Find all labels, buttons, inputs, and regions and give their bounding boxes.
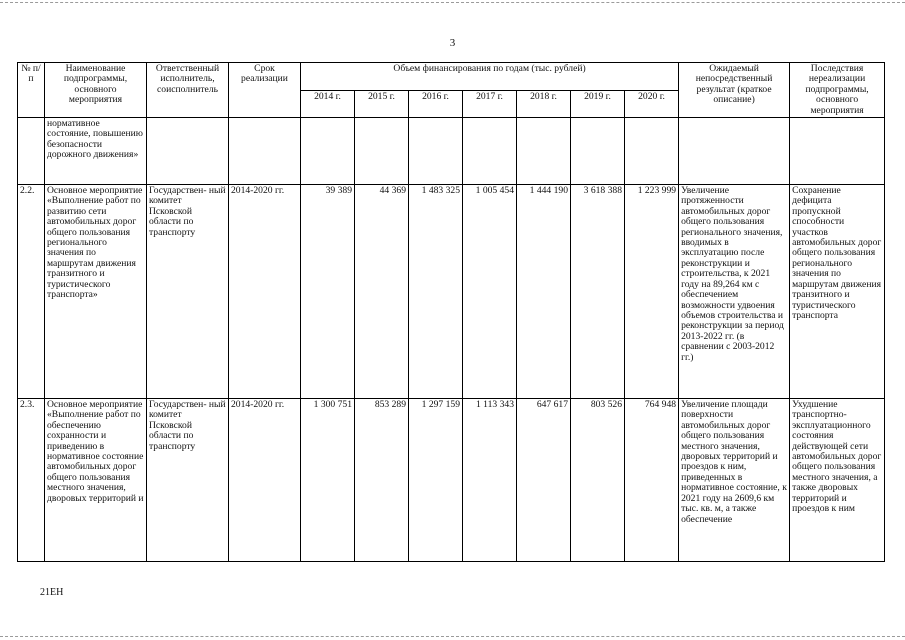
cell-executor: Государствен- ный комитет Псковской области по транспорту <box>147 399 229 562</box>
cell-value <box>409 118 463 185</box>
header-consequences: Последствия нереализации подпрограммы, основного мероприятия <box>790 63 885 118</box>
header-result: Ожидаемый непосредственный результат (краткое описание) <box>679 63 790 118</box>
header-year-2020: 2020 г. <box>625 90 679 118</box>
header-year-2016: 2016 г. <box>409 90 463 118</box>
header-num: № п/п <box>18 63 45 118</box>
cell-name: Основное мероприятие «Выполнение работ по развитию сети автомобильных дорог общего пользования регионального значения по маршрутам движения транзитного и туристического транспорта» <box>45 185 147 399</box>
header-year-2019: 2019 г. <box>571 90 625 118</box>
cell-executor <box>147 118 229 185</box>
cell-result: Увеличение площади поверхности автомобильных дорог общего пользования местного значения, дворовых территорий и проездов к ним, приведенных в нормативное состояние, к 2021 году на 2609,6 км тыс. кв. м, а также обеспечение <box>679 399 790 562</box>
cell-value-2020: 1 223 999 <box>625 185 679 399</box>
cell-term: 2014-2020 гг. <box>229 185 301 399</box>
document-code: 21EH <box>40 587 64 598</box>
cell-value-2016: 1 297 159 <box>409 399 463 562</box>
cell-value-2017: 1 113 343 <box>463 399 517 562</box>
cell-value <box>301 118 355 185</box>
header-year-2018: 2018 г. <box>517 90 571 118</box>
table-row-2-2 <box>18 185 885 399</box>
header-funding-group: Объем финансирования по годам (тыс. рублей) <box>301 63 679 91</box>
header-term: Срок реализации <box>229 63 301 118</box>
cell-value <box>517 118 571 185</box>
cell-consequences <box>790 118 885 185</box>
cell-value <box>463 118 517 185</box>
page-number: 3 <box>449 37 456 49</box>
cell-value <box>571 118 625 185</box>
cell-value-2018: 647 617 <box>517 399 571 562</box>
cell-value-2020: 764 948 <box>625 399 679 562</box>
cell-value-2015: 44 369 <box>355 185 409 399</box>
header-year-2015: 2015 г. <box>355 90 409 118</box>
cell-num: 2.3. <box>18 399 45 562</box>
cell-result: Увеличение протяженности автомобильных дорог общего пользования регионального значения, вводимых в эксплуатацию после реконструкции и строительства, к 2021 году на 89,264 км с обеспечением возможности удвоения объемов строительства и реконструкции за период 2013-2022 гг. (в сравнении с 2003-2012 гг.) <box>679 185 790 399</box>
funding-table <box>17 62 885 562</box>
cell-term <box>229 118 301 185</box>
cell-value-2017: 1 005 454 <box>463 185 517 399</box>
cell-executor: Государствен- ный комитет Псковской области по транспорту <box>147 185 229 399</box>
cell-name: Основное мероприятие «Выполнение работ по обеспечению сохранности и приведению в нормативное состояние автомобильных дорог общего пользования местного значения, дворовых территорий и <box>45 399 147 562</box>
cell-value-2014: 1 300 751 <box>301 399 355 562</box>
cell-value-2014: 39 389 <box>301 185 355 399</box>
cell-value <box>625 118 679 185</box>
table-row-2-3 <box>18 399 885 562</box>
cell-num <box>18 118 45 185</box>
cell-value <box>355 118 409 185</box>
header-executor: Ответственный исполнитель, соисполнитель <box>147 63 229 118</box>
header-name: Наименование подпрограммы, основного мероприятия <box>45 63 147 118</box>
cell-consequences: Сохранение дефицита пропускной способности участков автомобильных дорог общего пользования регионального значения по маршрутам движения транзитного и туристического транспорта <box>790 185 885 399</box>
header-year-2017: 2017 г. <box>463 90 517 118</box>
header-year-2014: 2014 г. <box>301 90 355 118</box>
cell-value-2019: 3 618 388 <box>571 185 625 399</box>
cell-value-2015: 853 289 <box>355 399 409 562</box>
cell-consequences: Ухудшение транспортно-эксплуатационного состояния действующей сети автомобильных дорог общего пользования местного значения, а также дворовых территорий и проездов к ним <box>790 399 885 562</box>
cell-name: нормативное состояние, повышению безопасности дорожного движения» <box>45 118 147 185</box>
scan-bottom-edge <box>0 636 905 637</box>
cell-value-2018: 1 444 190 <box>517 185 571 399</box>
scan-top-edge <box>0 2 905 3</box>
table-row-continuation <box>18 118 885 185</box>
cell-value-2019: 803 526 <box>571 399 625 562</box>
cell-term: 2014-2020 гг. <box>229 399 301 562</box>
header-row-top <box>18 63 885 91</box>
cell-num: 2.2. <box>18 185 45 399</box>
cell-value-2016: 1 483 325 <box>409 185 463 399</box>
cell-result <box>679 118 790 185</box>
